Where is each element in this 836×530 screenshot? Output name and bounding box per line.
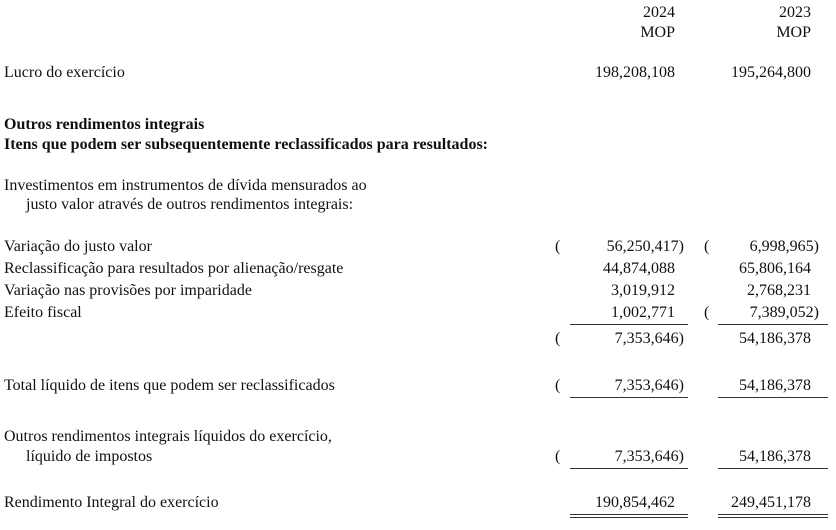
debt-heading-line2: justo valor através de outros rendimentos integrais: [26, 196, 354, 213]
year-2023: 2023 [779, 4, 811, 21]
underline-2023 [718, 397, 828, 398]
paren-open: ( [555, 238, 561, 255]
impairment-2024: 3,019,912 [611, 282, 675, 299]
double-underline-2023-a [718, 514, 828, 515]
oci-net-line2: líquido de impostos [26, 448, 153, 465]
total-reclass-2023: 54,186,378 [739, 377, 811, 394]
year-2024: 2024 [643, 4, 675, 21]
reclass-2024: 44,874,088 [603, 260, 675, 277]
underline-2023 [718, 324, 828, 325]
reclass-heading: Itens que podem ser subsequentemente reclassificados para resultados: [4, 136, 489, 153]
paren-open: ( [704, 304, 710, 321]
comprehensive-label: Rendimento Integral do exercício [4, 494, 219, 511]
paren-open: ( [704, 238, 710, 255]
double-underline-2024-a [570, 514, 688, 515]
profit-2023: 195,264,800 [731, 64, 811, 81]
fair-value-2024: 56,250,417) [606, 238, 684, 255]
oci-heading: Outros rendimentos integrais [4, 116, 205, 133]
fair-value-2023: 6,998,965) [749, 238, 819, 255]
paren-open: ( [555, 330, 561, 347]
currency-2023: MOP [776, 24, 811, 41]
reclass-label: Reclassificação para resultados por alienação/resgate [4, 260, 344, 277]
profit-label: Lucro do exercício [4, 64, 125, 81]
comprehensive-2023: 249,451,178 [731, 494, 811, 511]
subtotal-2023: 54,186,378 [739, 330, 811, 347]
tax-2024: 1,002,771 [611, 304, 675, 321]
tax-2023: 7,389,052) [749, 304, 819, 321]
subtotal-2024: 7,353,646) [614, 330, 684, 347]
total-reclass-2024: 7,353,646) [614, 377, 684, 394]
paren-open: ( [555, 448, 561, 465]
impairment-label: Variação nas provisões por imparidade [4, 282, 252, 299]
reclass-2023: 65,806,164 [739, 260, 811, 277]
paren-open: ( [555, 377, 561, 394]
impairment-2023: 2,768,231 [747, 282, 811, 299]
oci-net-2023: 54,186,378 [739, 448, 811, 465]
oci-net-line1: Outros rendimentos integrais líquidos do exercício, [4, 428, 332, 445]
total-reclass-label: Total líquido de itens que podem ser reclassificados [4, 377, 335, 394]
fair-value-label: Variação do justo valor [4, 238, 152, 255]
double-underline-2023-b [718, 517, 828, 518]
currency-2024: MOP [640, 24, 675, 41]
underline-2024 [570, 468, 688, 469]
underline-2024 [570, 397, 688, 398]
double-underline-2024-b [570, 517, 688, 518]
underline-2024 [570, 324, 688, 325]
debt-heading-line1: Investimentos em instrumentos de dívida mensurados ao [4, 177, 367, 194]
oci-net-2024: 7,353,646) [614, 448, 684, 465]
profit-2024: 198,208,108 [595, 64, 675, 81]
tax-label: Efeito fiscal [4, 304, 82, 321]
underline-2023 [718, 468, 828, 469]
comprehensive-2024: 190,854,462 [595, 494, 675, 511]
